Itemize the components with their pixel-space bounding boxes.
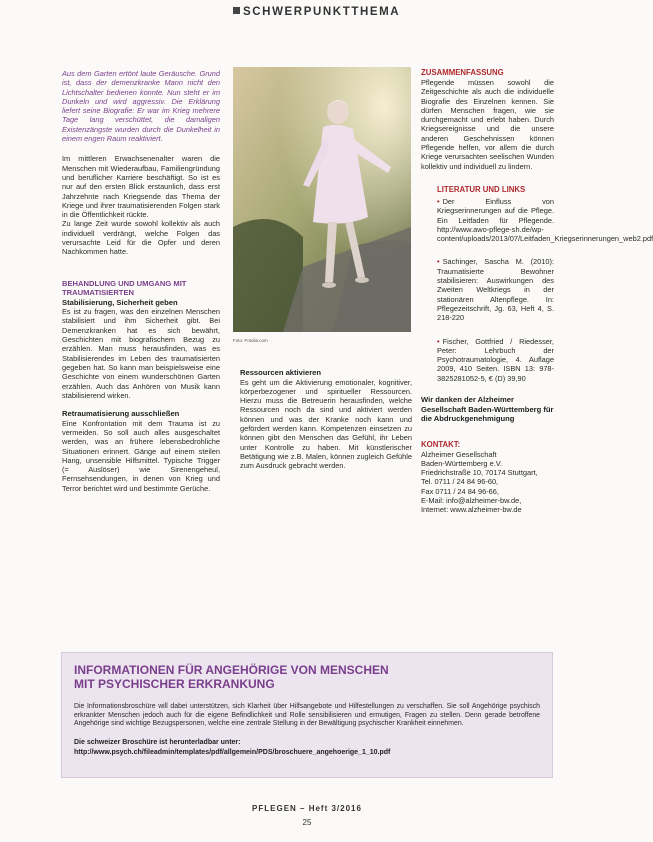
literature-item [437, 257, 554, 322]
download-link[interactable]: http://www.psych.ch/fileadmin/templates/pdf/allgemein/PDS/broschuere_angehoerige_1_10.pdf [74, 749, 391, 757]
info-box [61, 652, 553, 778]
paragraph-1: Im mittleren Erwachsenenalter waren die Menschen mit Wiederaufbau, Familiengründung und beruflicher Karriere beschäftigt. So ist es nur auf den ersten Blick erstaunlich, dass erst Jahrzehnte nach Kriegsende das Thema der Kriege und ihrer traumatisierenden Folgen stark in die Öffentlichkeit rückte. [62, 154, 220, 220]
info-title-line1: INFORMATIONEN FÜR ANGEHÖRIGE VON MENSCHEN [74, 663, 389, 677]
literature-text: Fischer, Gottfried / Riedesser, Peter: Lehrbuch der Psychotraumatologie, 4. Auflage 2009, 410 Seiten. ISBN 13: 978-3825281052-5, € (D) 39,90 [437, 336, 554, 383]
footer-magazine: PFLEGEN – Heft 3/2016 [252, 804, 362, 813]
info-title-line2: MIT PSYCHISCHER ERKRANKUNG [74, 677, 275, 691]
contact-line: Alzheimer Gesellschaft [421, 449, 497, 459]
contact-website[interactable]: Internet: www.alzheimer-bw.de [421, 505, 522, 515]
bullet-icon: • [437, 196, 440, 206]
bullet-icon: • [437, 257, 440, 267]
summary-text: Pflegende müssen sowohl die Zeitgeschichte als auch die individuelle Biografie des Einzelnen kennen. Sie dürfen Menschen fragen, wie sie durchgemacht und erlebt haben. Durch Kriegsereignisse und die unsere anderen Geschehnissen können Pflegende helfen, vor allem die durch Kriege verursachten seelischen Wunden kollektiv und individuell zu lindern. [421, 78, 554, 171]
photo-credit: Foto: Fotolia.com [233, 338, 268, 343]
contact-email[interactable]: E-Mail: info@alzheimer-bw.de, [421, 496, 522, 505]
contact-line: Baden-Württemberg e.V. [421, 458, 503, 468]
literature-list [421, 196, 653, 383]
paragraph-2: Zu lange Zeit wurde sowohl kollektiv als auch individuell verdrängt, welche Folgen das verursachte Leid für die Opfer und deren Nachkommen hatte. [62, 219, 220, 257]
subheading-ressourcen: Ressourcen aktivieren [240, 368, 322, 377]
intro-italic: Aus dem Garten ertönt laute Geräusche. Grund ist, dass der demenzkranke Mann nicht den Lichtschalter bedienen konnte. Nun steht er im Dunkeln und wird aggressiv. Die Erklärung liefert seine Biografie: Er war im Krieg mehrere Tage lang verschüttet, die damaligen Existenzängste wurden durch die Dunkelheit in einem engen Raum reaktiviert. [62, 69, 220, 144]
photo-elderly-woman [233, 67, 411, 332]
literature-text: Sachinger, Sascha M. (2010): Traumatisierte Bewohner stabilisieren: Auswirkungen des Zweiten Weltkriegs in der stationären Altenpflege. In: Pflegezeitschrift, Jg. 63, Heft 4, S. 218-220 [437, 257, 554, 323]
summary-heading: ZUSAMMENFASSUNG [421, 68, 504, 77]
contact-line: Tel. 0711 / 24 84 96-60, [421, 477, 499, 487]
page-number: 25 [302, 818, 312, 827]
literature-text: Der Einfluss von Kriegserinnerungen auf die Pflege. Ein Leitfaden für Pflegende. http://www.awo-pflege-sh.de/wp-content/uploads/2013/07/Leitfaden_Kriegserinnerungen_web2.pdf [437, 196, 653, 244]
column-middle [240, 368, 412, 470]
literature-item [437, 337, 554, 383]
contact-line: Fax 0711 / 24 84 96-66, [421, 486, 499, 496]
download-label: Die schweizer Broschüre ist herunterladbar unter: [74, 738, 241, 746]
literature-heading: LITERATUR UND LINKS [437, 184, 526, 194]
paragraph-ressourcen: Es geht um die Aktivierung emotionaler, kognitiver, körperbezogener und spiritueller Ressourcen. Hierzu muss die Betreuerin herausfinden, welche Ressourcen noch da sind und aktiviert werden können und was der Kranke noch kann und gefördert werden kann. Kompetenzen einsetzen zu können gibt den Menschen das Gefühl, ihr Leben unter Kontrolle zu haben. Mit künstlerischer Betätigung wie z.B. Malen, können zugleich Gefühle zum Ausdruck gebracht werden. [240, 377, 412, 471]
paragraph-4: Eine Konfrontation mit dem Trauma ist zu vermeiden. So soll auch alles ausgeschaltet werden, was an frühere lebensbedrohliche Situationen erinnert. Gänge auf einem steilen Hang, unsensible Hilfsmittel. Typische Trigger (= Auslöser) wie Sirenengeheul, Fernsehsendungen, in denen von Krieg und Terror berichtet wird und bestimmte Gerüche. [62, 418, 220, 493]
subheading-stabilisierung: Stabilisierung, Sicherheit geben [62, 297, 178, 307]
literature-item [437, 196, 653, 244]
column-right [421, 68, 653, 515]
section-label-text: SCHWERPUNKTTHEMA [243, 6, 401, 18]
subheading-retraumatisierung: Retraumatisierung ausschließen [62, 409, 180, 419]
column-left [62, 69, 220, 493]
info-text: Die Informationsbroschüre will dabei unterstützen, sich Klarheit über Hilfsangebote und Hilfestellungen zu verschaffen. Sie soll Angehörige psychisch erkrankter Menschen jedoch auch für die eigene Befindlichkeit und Rolle sensibilisieren und ermutigen, Fragen zu stellen. Denn gerade betroffene Angehörige sind wichtige Bezugspersonen, welche eine zentrale Stellung in der Bewältigung psychischer Krankheit einnehmen. [74, 703, 540, 728]
contact-heading: KONTAKT: [421, 439, 461, 449]
bullet-icon: • [437, 336, 440, 346]
section-label [233, 6, 400, 18]
contact-line: Friedrichstraße 10, 70174 Stuttgart, [421, 468, 538, 478]
contact-block [421, 450, 554, 515]
thanks-note: Wir danken der Alzheimer Gesellschaft Baden-Württemberg für die Abdruckgenehmigung [421, 395, 554, 424]
paragraph-3: Es ist zu fragen, was den einzelnen Menschen stabilisiert und ihm Sicherheit gibt. Bei Demenzkranken hat es sich bewährt, Geschichten mit biografischem Bezug zu erzählen. Man muss herausfinden, was es Stabilisierendes im Leben des traumatisierten gegeben hat. So kann man beispielsweise eine Geschichte von einem wunderschönen Garten erzählen. Auch das Anhören von Musik kann stabilisierend wirken. [62, 307, 220, 400]
section-square-icon [233, 7, 240, 14]
section-heading: BEHANDLUNG UND UMGANG MIT TRAUMATISIERTEN [62, 278, 187, 298]
